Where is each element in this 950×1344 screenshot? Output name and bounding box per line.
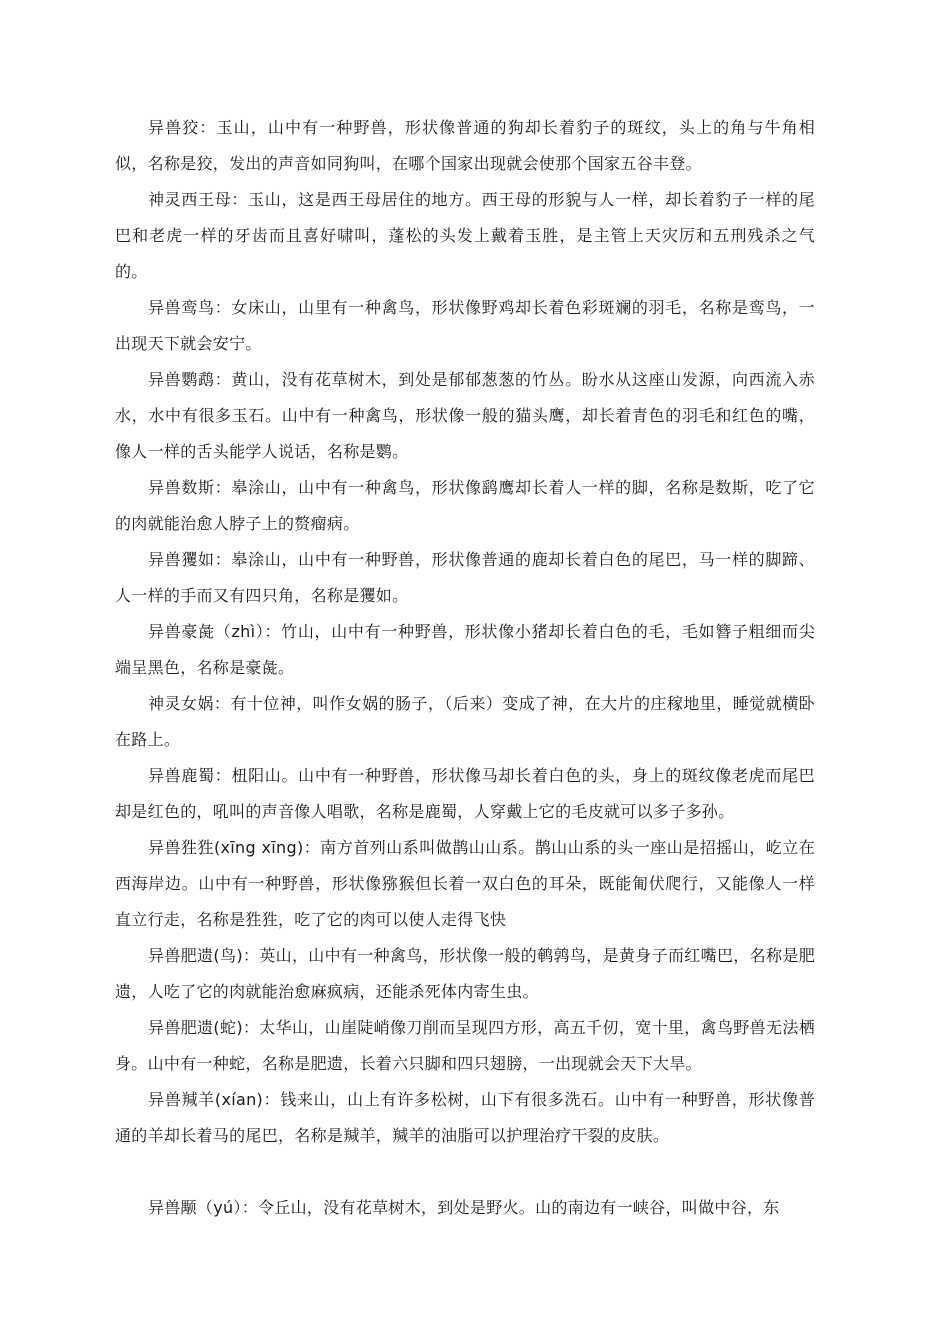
paragraph-xiwangmu: 神灵西王母：玉山，这是西王母居住的地方。西王母的形貌与人一样，却长着豹子一样的尾巴和老虎一样的牙齿而且喜好啸叫，蓬松的头发上戴着玉胜，是主管上天灾厉和五刑残杀之气的。 xyxy=(115,190,815,281)
paragraph-jueru: 异兽玃如：皋涂山，山中有一种野兽，形状像普通的鹿却长着白色的尾巴，马一样的脚蹄、人一样的手而又有四只角，名称是玃如。 xyxy=(115,550,815,605)
paragraph-yu: 异兽颙（yú）：令丘山，没有花草树木，到处是野火。山的南边有一峡谷，叫做中谷，东 xyxy=(148,1198,780,1217)
paragraph-xianyang: 异兽羬羊(xían)：钱来山，山上有许多松树，山下有很多洗石。山中有一种野兽，形状像普通的羊却长着马的尾巴，名称是羬羊，羬羊的油脂可以护理治疗干裂的皮肤。 xyxy=(115,1090,815,1145)
document-body xyxy=(115,110,815,1226)
paragraph-jiao: 异兽狡：玉山，山中有一种野兽，形状像普通的狗却长着豹子的斑纹，头上的角与牛角相似，名称是狡，发出的声音如同狗叫，在哪个国家出现就会使那个国家五谷丰登。 xyxy=(115,118,815,173)
paragraph-haozhi: 异兽豪彘（zhì）：竹山，山中有一种野兽，形状像小猪却长着白色的毛，毛如簪子粗细而尖端呈黑色，名称是豪彘。 xyxy=(115,622,815,677)
paragraph-nuwa: 神灵女娲：有十位神，叫作女娲的肠子，（后来）变成了神，在大片的庄稼地里，睡觉就横卧在路上。 xyxy=(115,694,815,749)
paragraph-feiyi-bird: 异兽肥遗(鸟)：英山，山中有一种禽鸟，形状像一般的鹌鹑鸟，是黄身子而红嘴巴，名称是肥遗，人吃了它的肉就能治愈麻疯病，还能杀死体内寄生虫。 xyxy=(115,946,815,1001)
paragraph-xingxing: 异兽狌狌(xīng xīng)：南方首列山系叫做鹊山山系。鹊山山系的头一座山是招摇山，屹立在西海岸边。山中有一种野兽，形状像猕猴但长着一双白色的耳朵，既能匍伏爬行，又能像人一样直立行走，名称是狌狌，吃了它的肉可以使人走得飞快 xyxy=(115,838,815,929)
paragraph-shusi: 异兽数斯：皋涂山，山中有一种禽鸟，形状像鹞鹰却长着人一样的脚，名称是数斯，吃了它的肉就能治愈人脖子上的赘瘤病。 xyxy=(115,478,815,533)
paragraph-feiyi-snake: 异兽肥遗(蛇)：太华山，山崖陡峭像刀削而呈现四方形，高五千仞，宽十里，禽鸟野兽无法栖身。山中有一种蛇，名称是肥遗，长着六只脚和四只翅膀，一出现就会天下大旱。 xyxy=(115,1018,815,1073)
paragraph-yingwu: 异兽鹦鹉：黄山，没有花草树木，到处是郁郁葱葱的竹丛。盼水从这座山发源，向西流入赤水，水中有很多玉石。山中有一种禽鸟，形状像一般的猫头鹰，却长着青色的羽毛和红色的嘴，像人一样的舌头能学人说话，名称是鹦。 xyxy=(115,370,815,461)
paragraph-lushu: 异兽鹿蜀：杻阳山。山中有一种野兽，形状像马却长着白色的头，身上的斑纹像老虎而尾巴却是红色的，吼叫的声音像人唱歌，名称是鹿蜀，人穿戴上它的毛皮就可以多子多孙。 xyxy=(115,766,815,821)
paragraph-luanniao: 异兽鸾鸟：女床山，山里有一种禽鸟，形状像野鸡却长着色彩斑斓的羽毛，名称是鸾鸟，一出现天下就会安宁。 xyxy=(115,298,815,353)
